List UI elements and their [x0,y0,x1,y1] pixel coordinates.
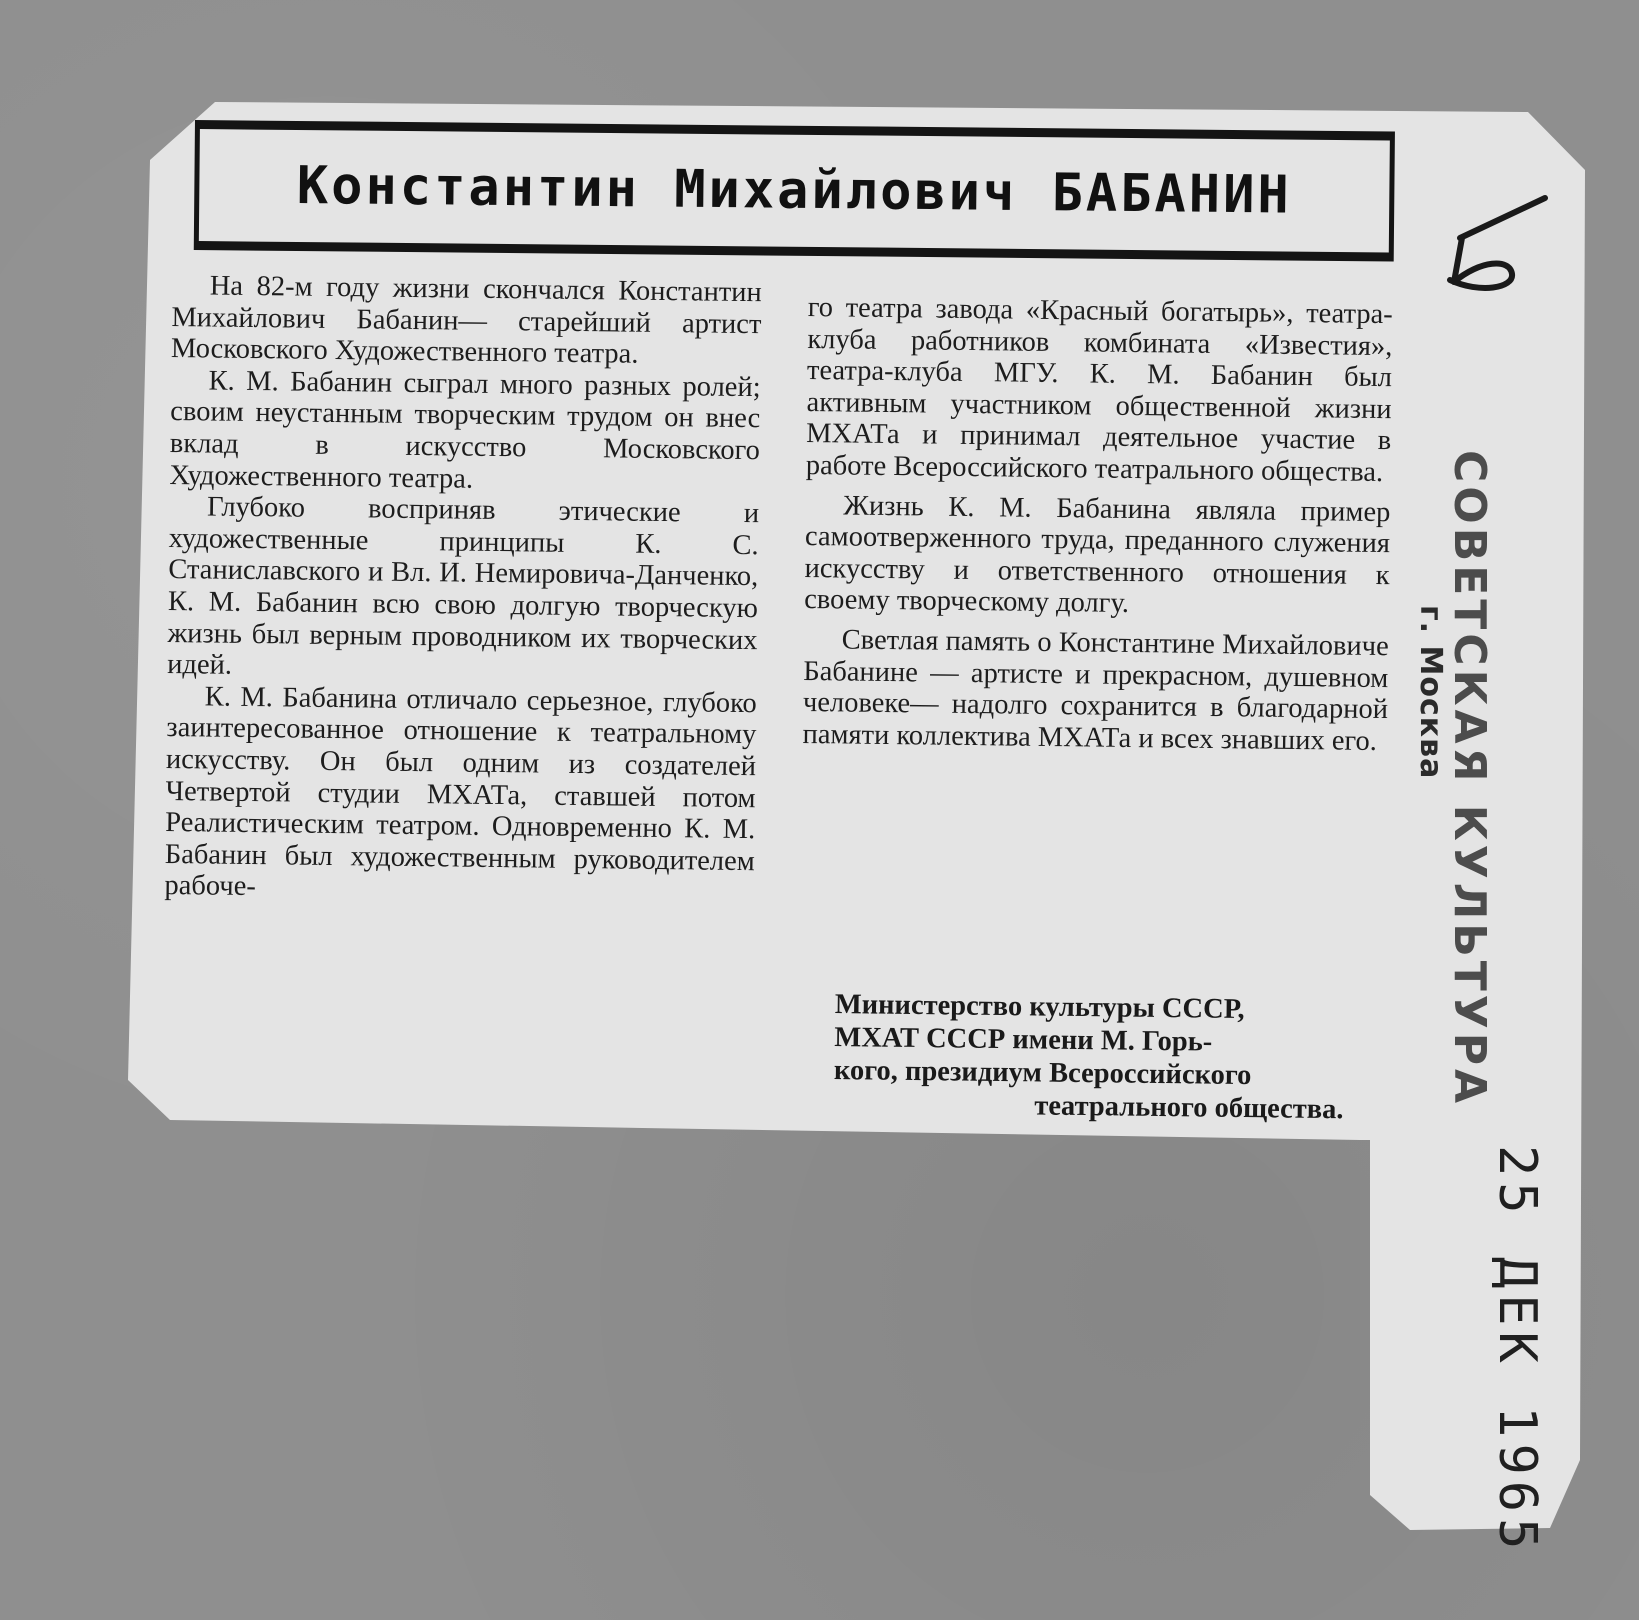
headline: Константин Михайлович БАБАНИН [296,155,1293,226]
paragraph-4-continuation: го театра завода «Красный богатырь», театра-клуба работников комбината «Известия», театра-клуба МГУ. К. М. Бабанин был активным участником общественной жизни МХАТа и принимал деятельное участие в работе Всероссийского театрального общества. [805,292,1393,489]
handwritten-number-mark [1440,190,1560,300]
signature-line-2: МХАТ СССР имени М. Горь- [834,1021,1213,1058]
date-stamp: 25 ДЕК 1965 [1487,1145,1547,1556]
signature-line-4: театрального общества. [1034,1090,1344,1126]
city-stamp: г. Москва [1413,605,1448,780]
headline-frame [194,120,1395,262]
right-column [802,292,1393,757]
paragraph-4: К. М. Бабанина отличало серьезное, глубоко заинтересованное отношение к театральному искусству. Он был одним из создателей Четвертой студии МХАТа, ставшей потом Реалистическим театром. Одновременно К. М. Бабанин был художественным руководителем рабоче- [164,681,757,903]
paragraph-6: Светлая память о Константине Михайловиче Бабанине — артисте и прекрасном, душевном человеке— надолго сохранится в благодарной памяти коллектива МХАТа и всех знавших его. [802,624,1389,757]
paragraph-3: Глубоко восприняв этические и художественные принципы К. С. Станиславского и Вл. И. Немировича-Данченко, К. М. Бабанин всю свою долгую творческую жизнь был верным проводником их творческих идей. [166,491,760,681]
left-column [164,270,762,909]
signature-block [833,988,1345,1126]
newspaper-name-stamp: СОВЕТСКАЯ КУЛЬТУРА [1444,450,1495,1108]
signature-line-3: кого, президиум Всероссийского [833,1054,1252,1092]
paragraph-2: К. М. Бабанин сыграл много разных ролей; своим неустанным творческим трудом он внес вклад в искусство Московского Художественного театра. [169,365,761,495]
paragraph-5: Жизнь К. М. Бабанина являла пример самоотверженного труда, преданного служения искусству и ответственного отношения к своему творческому долгу. [804,490,1391,620]
signature-line-1: Министерство культуры СССР, [834,988,1245,1026]
paragraph-1: На 82-м году жизни скончался Константин Михайлович Бабанин— старейший артист Московского Художественного театра. [170,270,762,370]
